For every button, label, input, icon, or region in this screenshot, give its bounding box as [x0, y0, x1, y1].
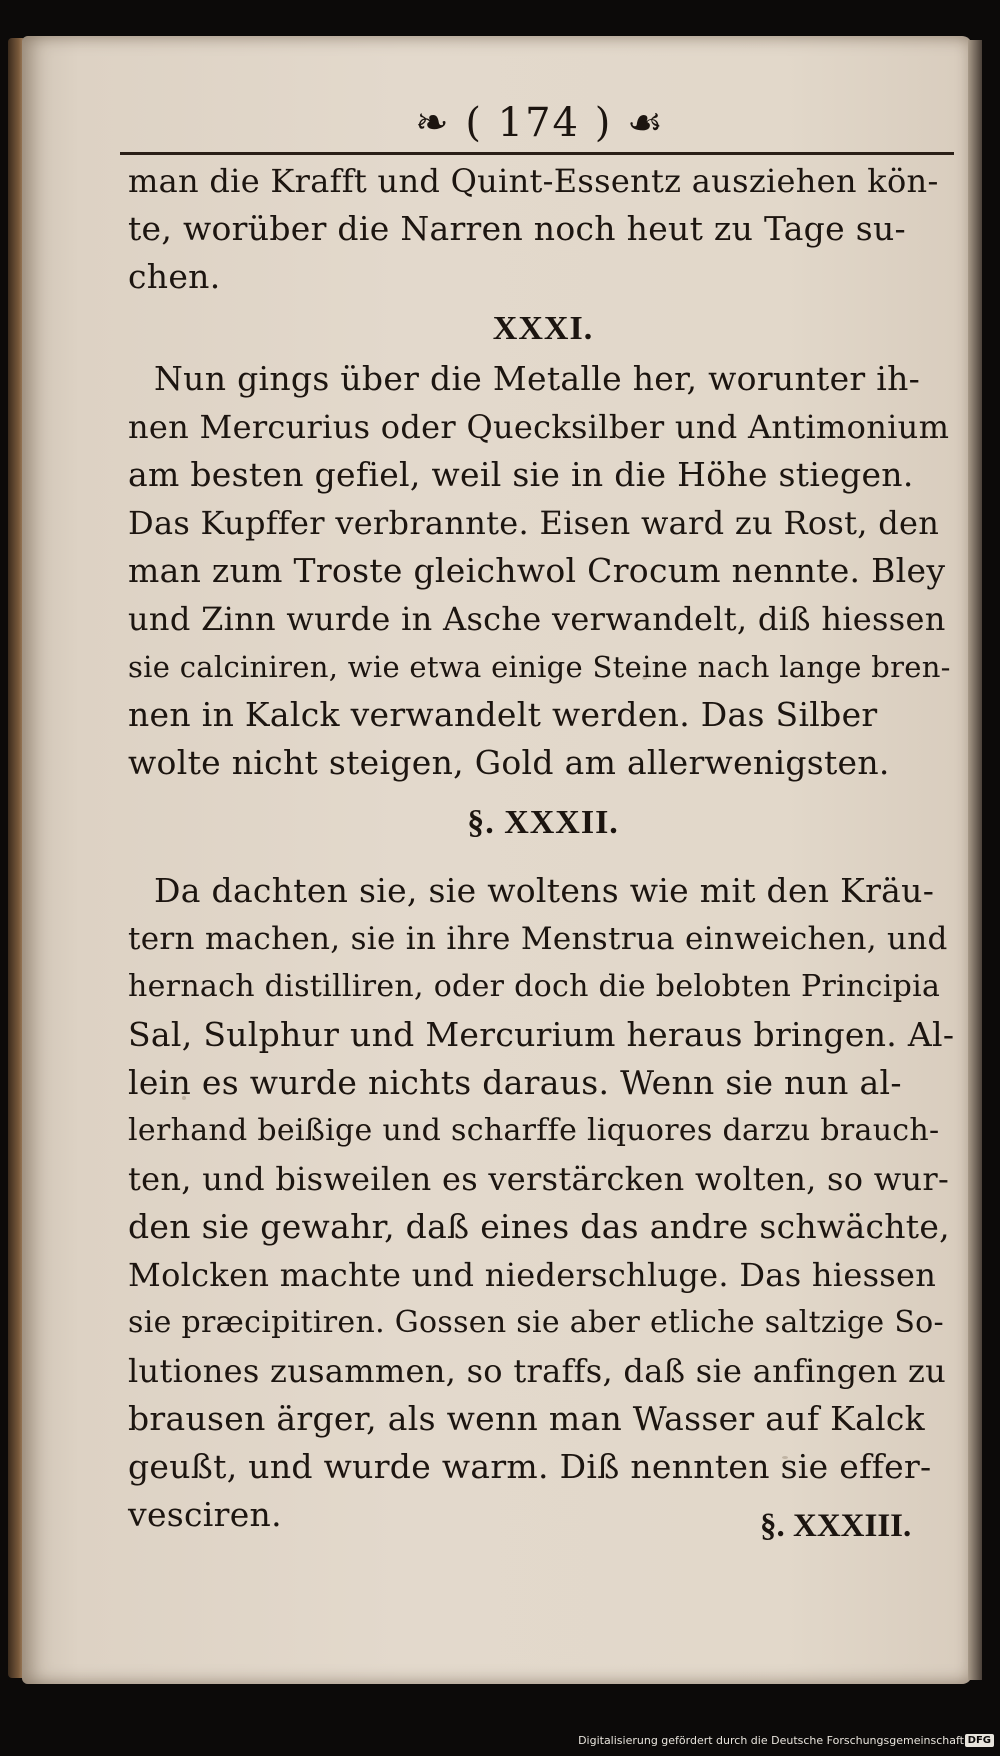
page-right-edge [968, 40, 982, 1680]
right-ornament-icon: ☙ [612, 100, 665, 146]
text-line: lein es wurde nichts daraus. Wenn sie nun al- [128, 1063, 902, 1102]
section-heading: XXXI. [492, 310, 594, 347]
catchword: §. XXXIII. [760, 1508, 912, 1544]
text-line: lutiones zusammen, so traffs, daß sie anfingen zu [128, 1352, 947, 1390]
text-line: am besten gefiel, weil sie in die Höhe stiegen. [128, 455, 914, 494]
text-line: wolte nicht steigen, Gold am allerwenigsten. [128, 743, 890, 782]
text-line: te, worüber die Narren noch heut zu Tage su- [128, 209, 906, 248]
text-line: brausen ärger, als wenn man Wasser auf Kalck [128, 1399, 925, 1438]
text-line: Sal, Sulphur und Mercurium heraus bringen. Al- [128, 1015, 955, 1054]
text-line: hernach distilliren, oder doch die belobten Principia [128, 969, 941, 1004]
digitization-footer [0, 1730, 1000, 1756]
text-line: Da dachten sie, sie woltens wie mit den Kräu- [154, 871, 935, 910]
text-line: Nun gings über die Metalle her, worunter ih- [154, 359, 921, 398]
text-line: chen. [128, 257, 221, 296]
page-header [120, 88, 960, 158]
text-line: den sie gewahr, daß eines das andre schwächte, [128, 1207, 950, 1246]
text-line: Das Kupffer verbrannte. Eisen ward zu Rost, den [128, 504, 940, 542]
section-heading: §. XXXII. [467, 804, 619, 841]
text-line: geußt, und wurde warm. Diß nennten sie effer- [128, 1447, 932, 1486]
text-line: lerhand beißige und scharffe liquores darzu brauch- [128, 1113, 940, 1148]
text-line: tern machen, sie in ihre Menstrua einweichen, und [128, 921, 948, 957]
text-line: Molcken machte und niederschluge. Das hiessen [128, 1256, 937, 1294]
dfg-logo: DFG [965, 1734, 994, 1747]
text-line: vesciren. [128, 1495, 282, 1534]
text-line: sie præcipitiren. Gossen sie aber etliche saltzige So- [128, 1305, 944, 1340]
text-line: man zum Troste gleichwol Crocum nennte. Bley [128, 551, 946, 590]
left-ornament-icon: ❧ [415, 100, 466, 146]
text-line: ten, und bisweilen es verstärcken wolten, so wur- [128, 1160, 950, 1198]
text-line: nen in Kalck verwandelt werden. Das Silber [128, 695, 878, 734]
text-line: sie calciniren, wie etwa einige Steine nach lange bren- [128, 650, 951, 684]
footer-credit: Digitalisierung gefördert durch die Deutsche Forschungsgemeinschaft [578, 1734, 964, 1747]
text-line: man die Krafft und Quint-Essentz ausziehen kön- [128, 162, 939, 200]
page-number: ❧ ( 174 ) ☙ [415, 100, 665, 146]
text-line: und Zinn wurde in Asche verwandelt, diß hiessen [128, 600, 946, 638]
header-rule [120, 152, 954, 155]
text-line: nen Mercurius oder Quecksilber und Antimonium [128, 408, 950, 446]
